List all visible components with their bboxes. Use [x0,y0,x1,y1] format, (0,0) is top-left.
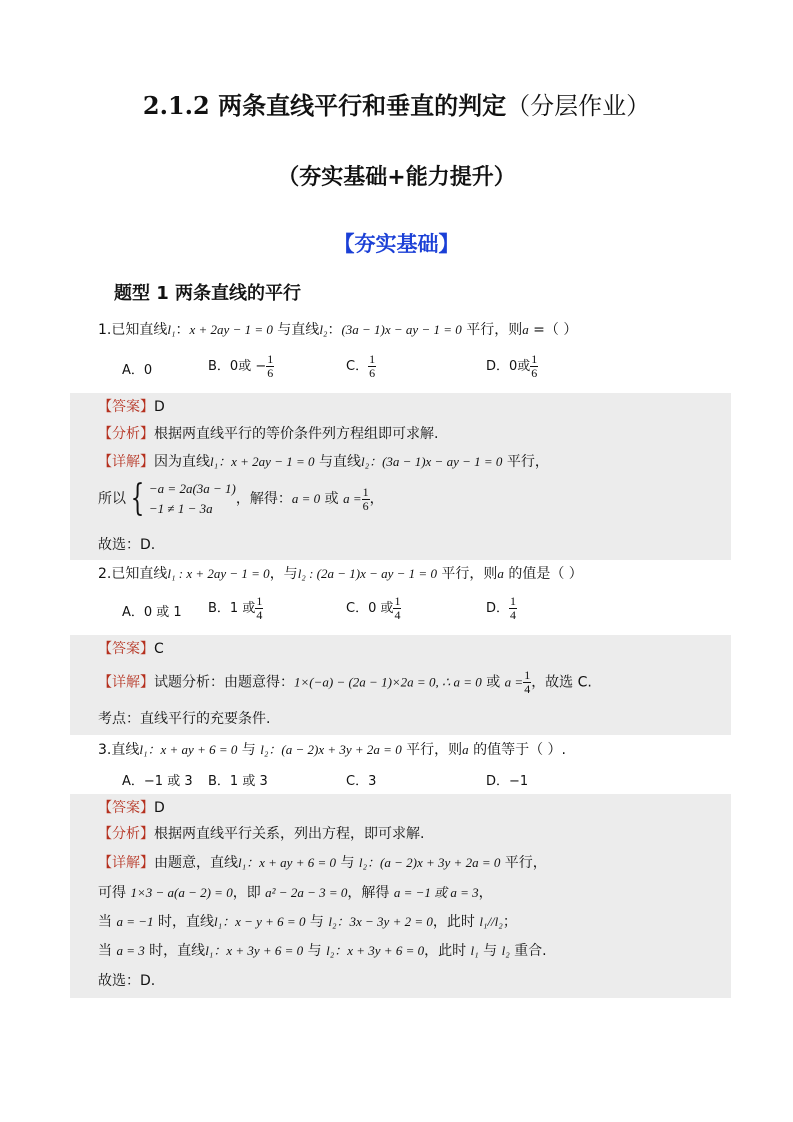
title-main: 2.1.2 两条直线平行和垂直的判定 [142,91,507,120]
answer-box-1 [70,393,731,560]
answer-line: 【答案】C [98,641,164,657]
equation-system-line: 所以 { −a = 2a(3a − 1) −1 ≠ 1 − 3a ，解得：a = 0 或 a = $\frac{1}{6}$ ， [98,478,384,519]
detail-line-2: 可得 1×3 − a(a − 2) = 0，即 a² − 2a − 3 = 0，解得 a = −1 或 a = 3， [98,885,493,901]
question-1: 1.已知直线l₁：x + 2ay − 1 = 0 与直线l₂：(3a − 1)x − ay − 1 = 0 平行，则a =（ ） [98,322,578,338]
answer-box-2 [70,635,731,735]
answer-box-3 [70,794,731,998]
option-b[interactable]: B．0或 − $\frac{1}{6}$ [208,352,274,380]
option-c[interactable]: C． $\frac{1}{6}$ [346,352,376,380]
question-2: 2.已知直线l₁ : x + 2ay − 1 = 0，与l₂ : (2a − 1)x − ay − 1 = 0 平行，则a 的值是（ ） [98,566,583,582]
option-b[interactable]: B．1 或 3 [208,774,268,789]
answer-line: 【答案】D [98,399,165,415]
note-line: 考点：直线平行的充要条件. [98,711,271,727]
detail-line: 【详解】试题分析：由题意得：1×(−a) − (2a − 1)×2a = 0, ∴ a = 0 或 a = $\frac{1}{4}$ ，故选 C. [98,668,592,696]
title-suffix: （分层作业） [506,92,651,120]
analysis-line: 【分析】根据两直线平行的等价条件列方程组即可求解. [98,426,439,442]
topic-heading: 题型 1 两条直线的平行 [114,283,302,304]
detail-line: 【详解】因为直线l₁：x + 2ay − 1 = 0 与直线l₂：(3a − 1)x − ay − 1 = 0 平行， [98,454,549,470]
option-c[interactable]: C．0 或 $\frac{1}{4}$ [346,594,401,622]
option-d[interactable]: D．0或 $\frac{1}{6}$ [486,352,538,380]
detail-line-4: 当 a = 3 时，直线l₁：x + 3y + 6 = 0 与 l₂：x + 3y + 6 = 0，此时 l₁ 与 l₂ 重合. [98,943,547,959]
option-d[interactable]: D． $\frac{1}{4}$ [486,594,517,622]
analysis-line: 【分析】根据两直线平行关系，列出方程，即可求解. [98,826,425,842]
option-a[interactable]: A．−1 或 3 [122,774,193,789]
option-b[interactable]: B．1 或 $\frac{1}{4}$ [208,594,263,622]
page-title [0,86,793,121]
detail-line-3: 当 a = −1 时，直线l₁：x − y + 6 = 0 与 l₂：3x − 3y + 2 = 0，此时 l₁//l₂； [98,914,517,930]
option-a[interactable]: A．0 或 1 [122,605,182,620]
detail-line: 【详解】由题意，直线l₁：x + ay + 6 = 0 与 l₂：(a − 2)x + 3y + 2a = 0 平行， [98,855,547,871]
option-a[interactable]: A．0 [122,363,153,378]
option-d[interactable]: D．−1 [486,774,529,789]
choice-line: 故选：D. [98,537,156,553]
question-3: 3.直线l₁：x + ay + 6 = 0 与 l₂：(a − 2)x + 3y + 2a = 0 平行，则a 的值等于（ ）. [98,742,567,758]
answer-line: 【答案】D [98,800,165,816]
page-subtitle: （夯实基础+能力提升） [277,165,516,190]
choice-line: 故选：D. [98,973,156,989]
option-c[interactable]: C．3 [346,774,377,789]
section-heading: 【夯实基础】 [333,232,460,256]
